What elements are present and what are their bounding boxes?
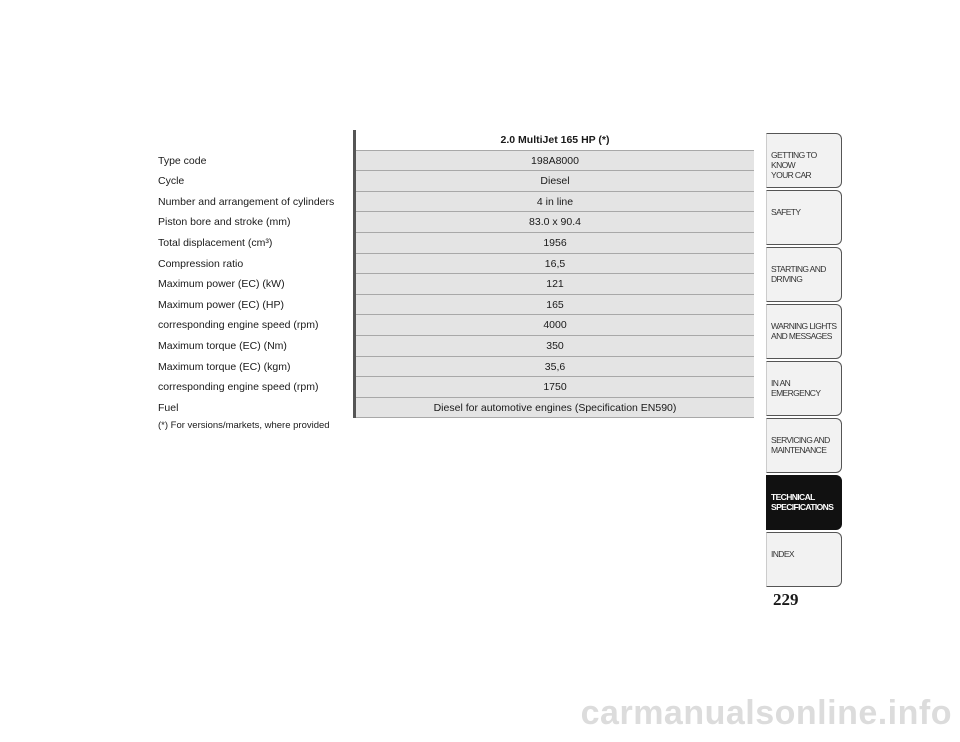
row-label: Type code [158,154,207,167]
row-label: Piston bore and stroke (mm) [158,216,291,229]
table-row [158,254,754,275]
table-header-title: 2.0 MultiJet 165 HP (*) [356,130,754,151]
row-label: Compression ratio [158,257,244,270]
table-row [158,274,754,295]
tab-starting-and-driving[interactable]: STARTING AND DRIVING [766,247,842,302]
spec-table [158,130,754,418]
row-label: Maximum torque (EC) (Nm) [158,339,287,352]
row-value: 35,6 [356,357,754,378]
section-tabs [766,133,842,589]
tab-safety[interactable]: SAFETY [766,190,842,245]
row-value: 4 in line [356,192,754,213]
table-row [158,377,754,398]
tab-in-an-emergency[interactable]: IN AN EMERGENCY [766,361,842,416]
table-row [158,212,754,233]
table-row [158,295,754,316]
row-value: 1956 [356,233,754,254]
row-label: Maximum power (EC) (HP) [158,298,285,311]
page-number: 229 [773,590,799,609]
row-value: 198A8000 [356,151,754,172]
table-row [158,336,754,357]
row-value: Diesel for automotive engines (Specification EN590) [356,398,754,419]
row-value: Diesel [356,171,754,192]
tab-index[interactable]: INDEX [766,532,842,587]
row-value: 16,5 [356,254,754,275]
row-value: 121 [356,274,754,295]
row-value: 83.0 x 90.4 [356,212,754,233]
table-row [158,192,754,213]
row-label: Number and arrangement of cylinders [158,195,335,208]
watermark: carmanualsonline.info [580,694,952,732]
table-row [158,233,754,254]
header-label-cell [158,130,353,151]
table-row [158,357,754,378]
row-value: 4000 [356,315,754,336]
tab-getting-to-know-your-car[interactable]: GETTING TO KNOW YOUR CAR [766,133,842,188]
tab-servicing-and-maintenance[interactable]: SERVICING AND MAINTENANCE [766,418,842,473]
table-header-row [158,130,754,151]
row-label: corresponding engine speed (rpm) [158,319,319,332]
row-label: Fuel [158,401,179,414]
tab-warning-lights-and-messages[interactable]: WARNING LIGHTS AND MESSAGES [766,304,842,359]
row-label: corresponding engine speed (rpm) [158,381,319,394]
row-label: Cycle [158,175,185,188]
row-label: Maximum power (EC) (kW) [158,278,285,291]
footnote: (*) For versions/markets, where provided [158,420,330,431]
table-row [158,398,754,419]
table-row [158,315,754,336]
table-row [158,151,754,172]
row-label: Total displacement (cm³) [158,236,273,249]
row-value: 350 [356,336,754,357]
row-value: 1750 [356,377,754,398]
table-row [158,171,754,192]
row-label: Maximum torque (EC) (kgm) [158,360,291,373]
tab-technical-specifications[interactable]: TECHNICAL SPECIFICATIONS [766,475,842,530]
row-value: 165 [356,295,754,316]
